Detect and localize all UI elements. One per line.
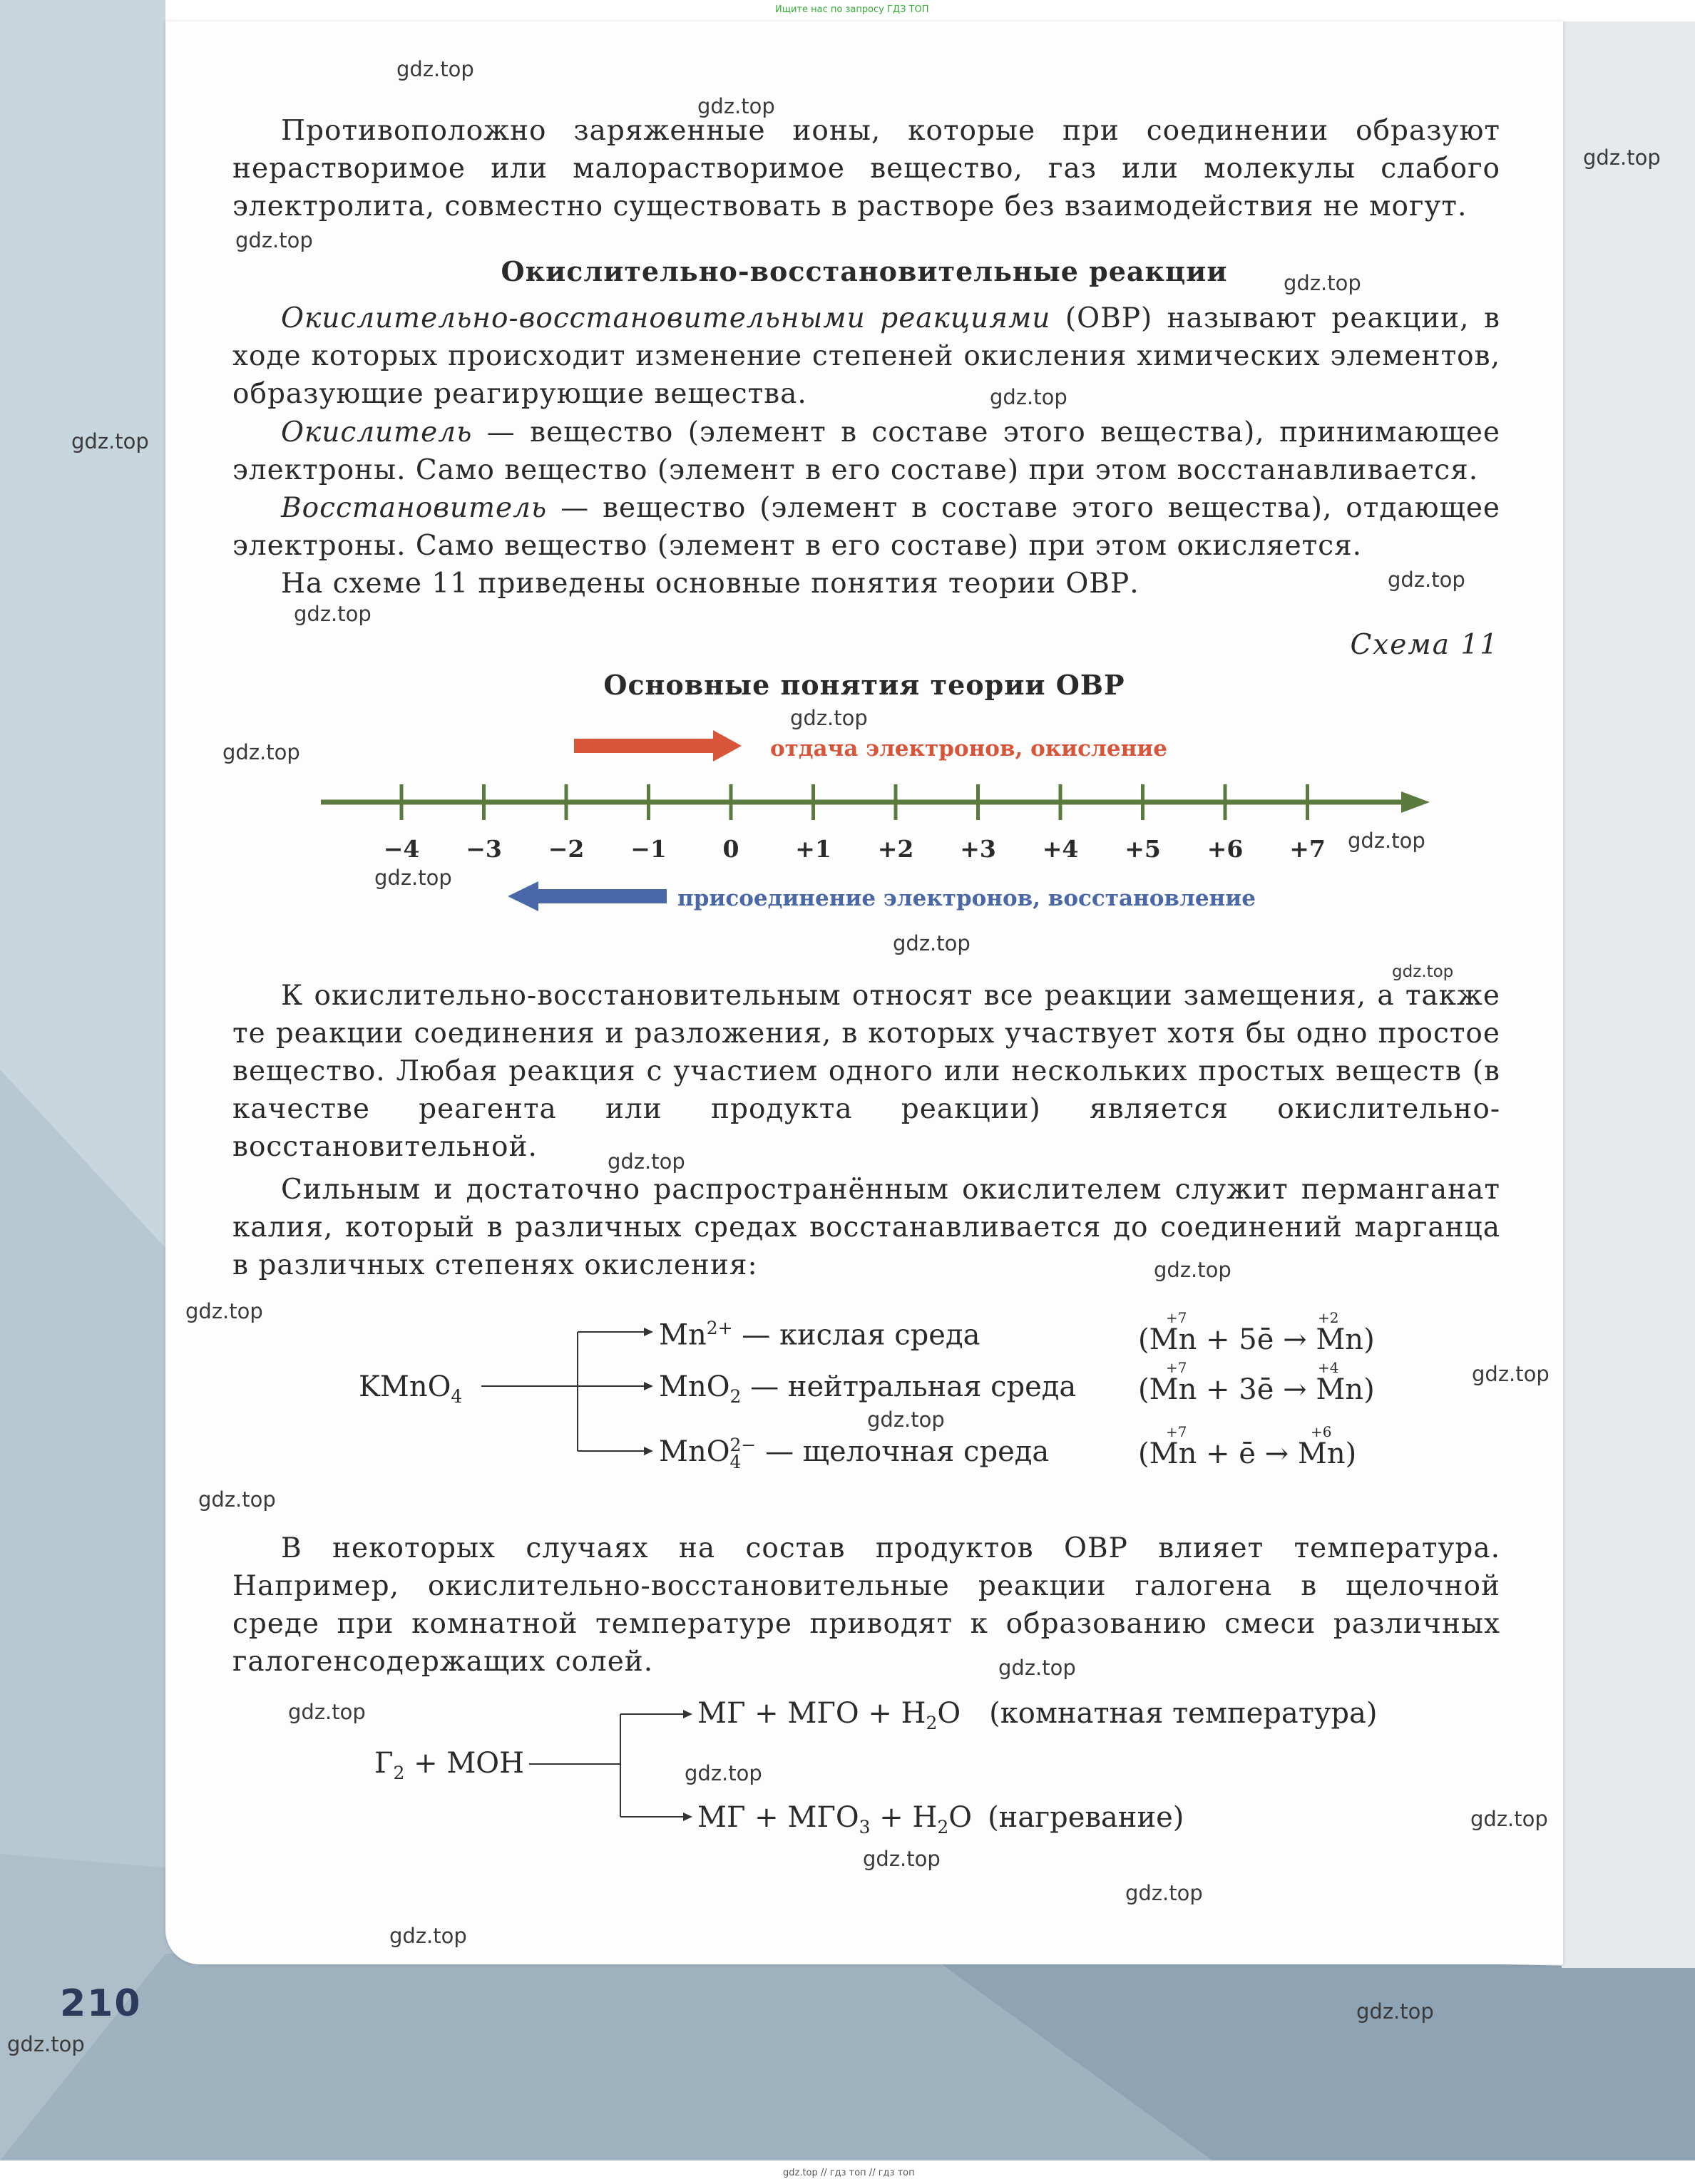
watermark: gdz.top: [389, 1924, 467, 1948]
watermark: gdz.top: [185, 1299, 263, 1323]
halogen-arrowhead-1: [683, 1710, 692, 1718]
watermark: gdz.top: [1388, 568, 1465, 592]
oxidation-label: отдача электронов, окисление: [770, 736, 1168, 762]
product-sub: 2: [937, 1817, 949, 1837]
halogen-products-room-temp: [697, 1697, 1377, 1733]
scale-tick-label: +6: [1207, 835, 1244, 863]
paragraph-scheme-ref: На схеме 11 приведены основные понятия теории ОВР.: [281, 568, 1140, 600]
product-part: МГ + МГО + Н: [697, 1697, 926, 1730]
watermark: gdz.top: [1392, 963, 1454, 981]
oxidation-state-mn-right: +2: [1318, 1309, 1339, 1326]
watermark: gdz.top: [1583, 145, 1661, 170]
product-charge: 2+: [706, 1318, 733, 1338]
product-sub: 3: [859, 1817, 871, 1837]
scheme-title: Основные понятия теории ОВР: [603, 669, 1125, 701]
equation-right: Mn): [1316, 1323, 1375, 1356]
oxidation-state-mn-right: +4: [1318, 1359, 1339, 1376]
paragraph-permanganate: Сильным и достаточно распространённым окислителем служит перманганат калия, который в различных средах восстанавливается до соединений марганца в различных степенях окисления:: [232, 1174, 1500, 1281]
product-part: О: [937, 1697, 961, 1730]
watermark: gdz.top: [222, 740, 300, 764]
medium-label: — нейтральная среда: [741, 1370, 1077, 1403]
scale-tick-label: −2: [548, 835, 585, 863]
watermark: gdz.top: [288, 1700, 366, 1724]
product-part: МГ + МГО: [697, 1801, 859, 1834]
watermark: gdz.top: [1470, 1807, 1548, 1831]
equation-left: (Mn + 3ē →: [1138, 1373, 1316, 1406]
halogen-arrowhead-2: [683, 1813, 692, 1821]
paragraph-temperature: В некоторых случаях на состав продуктов ОВР влияет температура. Например, окислительно-восстановительные реакции галогена в щелочной среде при комнатной температуре приводят к образованию смеси различных галогенсодержащих солей.: [232, 1532, 1500, 1678]
product-base: MnO: [659, 1370, 730, 1403]
watermark: gdz.top: [235, 228, 313, 252]
scale-tick-label: +1: [795, 835, 831, 863]
product-sub: 2: [926, 1713, 938, 1733]
equation-right: Mn): [1297, 1437, 1357, 1470]
oxidation-state-mn-left: +7: [1166, 1309, 1187, 1326]
scheme-label: Схема 11: [1350, 629, 1499, 661]
scale-tick-label: −1: [630, 835, 667, 863]
paragraph-ions: Противоположно заряженные ионы, которые при соединении образуют нерастворимое или малорастворимое вещество, газ или молекулы слабого электролита, совместно существовать в растворе без взаимодействия не могут.: [232, 115, 1500, 222]
bottom-banner[interactable]: gdz.top // гдз топ // гдз топ: [783, 2168, 915, 2178]
scale-tick-label: −3: [466, 835, 502, 863]
page-number: 210: [60, 1982, 142, 2025]
reduction-label: присоединение электронов, восстановление: [677, 886, 1256, 911]
medium-label: — щелочная среда: [756, 1435, 1050, 1468]
watermark: gdz.top: [790, 706, 868, 730]
watermark: gdz.top: [198, 1487, 276, 1512]
definition-oxidizer: — вещество (элемент в составе этого вещества), принимающее электроны. Само вещество (элемент в его составе) при этом восстанавливается.: [232, 416, 1500, 486]
watermark: gdz.top: [685, 1761, 762, 1785]
watermark: gdz.top: [990, 385, 1067, 409]
scale-tick-label: −4: [383, 835, 420, 863]
equation-left: (Mn + ē →: [1138, 1437, 1298, 1470]
watermark: gdz.top: [71, 429, 149, 453]
product-base: Mn: [659, 1318, 707, 1352]
top-banner[interactable]: Ищите нас по запросу ГДЗ ТОП: [775, 4, 929, 15]
product-charge: 2−: [729, 1435, 757, 1455]
product-base: MnO: [659, 1435, 730, 1468]
watermark: gdz.top: [1154, 1258, 1231, 1282]
term-oxidizer: Окислитель: [281, 416, 473, 448]
product-sub: 4: [729, 1452, 742, 1472]
section-heading: Окислительно-восстановительные реакции: [501, 255, 1228, 287]
term-reducer: Восстановитель: [281, 492, 548, 524]
oxidation-state-mn-left: +7: [1166, 1359, 1187, 1376]
watermark: gdz.top: [1472, 1362, 1550, 1386]
equation-left: (Mn + 5ē →: [1138, 1323, 1316, 1356]
condition-heating: (нагревание): [988, 1801, 1184, 1834]
watermark: gdz.top: [1356, 1999, 1434, 2024]
medium-label: — кислая среда: [732, 1318, 980, 1352]
product-part: О: [948, 1801, 973, 1834]
scale-tick-label: +3: [960, 835, 996, 863]
product-sub: 2: [729, 1386, 742, 1407]
watermark: gdz.top: [867, 1408, 945, 1432]
watermark: gdz.top: [697, 94, 775, 118]
watermark: gdz.top: [1284, 271, 1361, 295]
product-part: + Н: [870, 1801, 938, 1834]
equation-right: Mn): [1316, 1373, 1375, 1406]
definition-ovr: (ОВР) называют реакции, в ходе которых происходит изменение степеней окисления химических элементов, образующие реагирующие вещества.: [232, 302, 1500, 410]
watermark: gdz.top: [1125, 1881, 1203, 1905]
halogen-symbol: Г: [374, 1747, 394, 1780]
watermark: gdz.top: [893, 931, 971, 955]
watermark: gdz.top: [396, 57, 474, 81]
scale-tick-label: +2: [877, 835, 914, 863]
scale-tick-label: +4: [1042, 835, 1079, 863]
kmno4-reactant-sub: 4: [451, 1386, 463, 1407]
watermark: gdz.top: [294, 602, 372, 626]
oxidation-state-mn-left: +7: [1166, 1423, 1187, 1440]
kmno4-reactant-base: KMnO: [359, 1370, 451, 1403]
scale-tick-label: 0: [722, 835, 739, 863]
halogen-reactants: [374, 1747, 524, 1783]
scale-tick-label: +5: [1125, 835, 1161, 863]
base-symbol: + МОН: [404, 1747, 524, 1780]
watermark: gdz.top: [7, 2032, 85, 2056]
scale-tick-label: +7: [1289, 835, 1326, 863]
oxidation-state-mn-right: +6: [1311, 1423, 1332, 1440]
paragraph-ovr-types: К окислительно-восстановительным относят все реакции замещения, а также те реакции соединения и разложения, в которых участвует хотя бы одно простое вещество. Любая реакция с участием одного или нескольких простых веществ (в качестве реагента или продукта реакции) является окислительно-восстановительной.: [232, 980, 1500, 1163]
watermark: gdz.top: [998, 1656, 1076, 1680]
watermark: gdz.top: [863, 1847, 941, 1871]
term-ovr: Окислительно-восстановительными реакциями: [281, 302, 1051, 334]
watermark: gdz.top: [608, 1149, 685, 1174]
halogen-products-heating: [697, 1801, 1184, 1837]
watermark: gdz.top: [374, 866, 452, 890]
condition-room-temperature: (комнатная температура): [989, 1697, 1378, 1730]
definition-reducer: — вещество (элемент в составе этого вещества), отдающее электроны. Само вещество (элемент в его составе) при этом окисляется.: [232, 492, 1500, 562]
watermark: gdz.top: [1348, 829, 1425, 853]
halogen-sub: 2: [393, 1763, 405, 1783]
